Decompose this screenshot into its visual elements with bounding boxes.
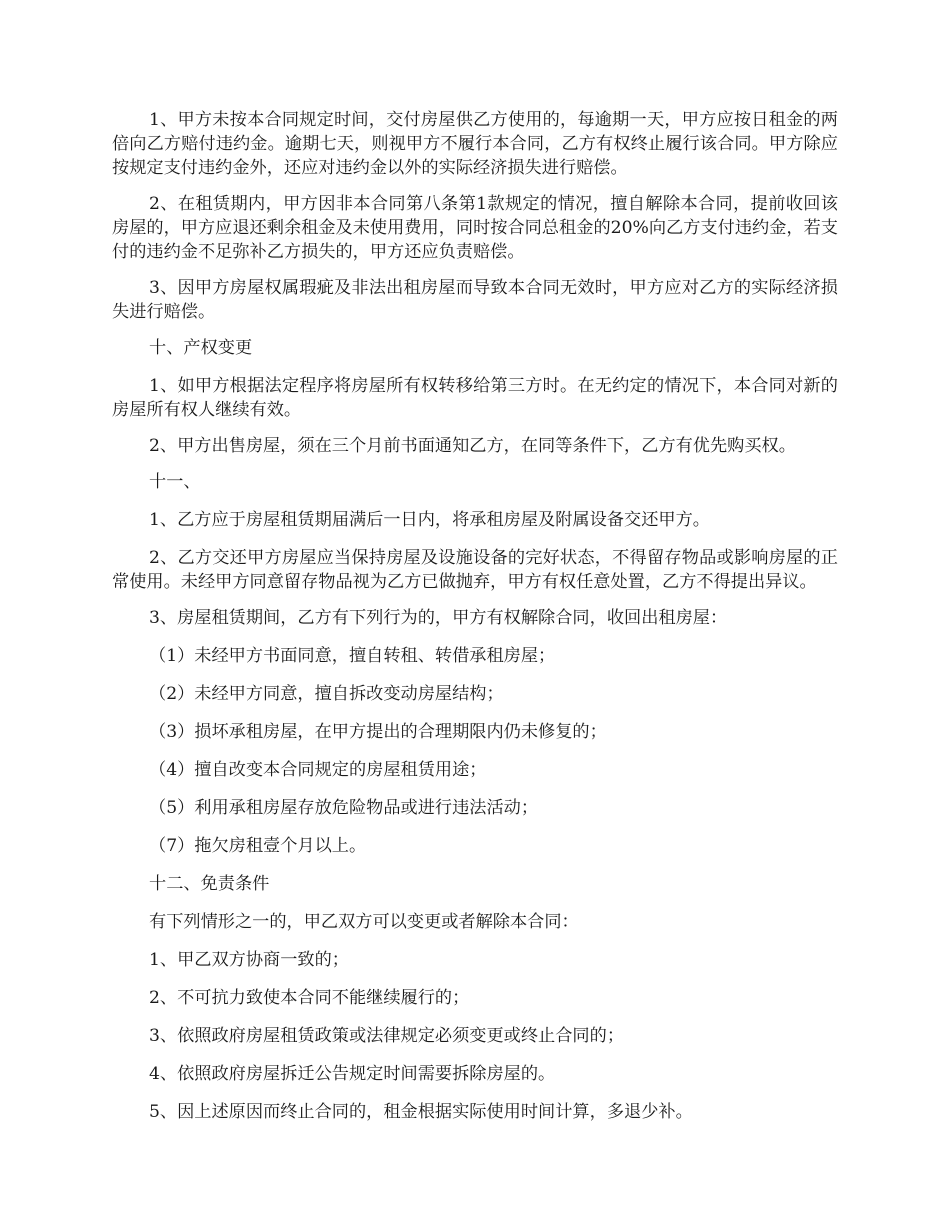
exemption-item-3: 3、依照政府房屋租赁政策或法律规定必须变更或终止合同的； bbox=[149, 1026, 625, 1046]
exemption-intro-paragraph: 有下列情形之一的，甲乙双方可以变更或者解除本合同： bbox=[149, 912, 579, 932]
list-item-3: （3）损坏承租房屋，在甲方提出的合理期限内仍未修复的； bbox=[149, 722, 607, 742]
section-eleven-item-3-paragraph: 3、房屋租赁期间，乙方有下列行为的，甲方有权解除合同，收回出租房屋： bbox=[149, 608, 728, 628]
property-change-item-2-paragraph: 2、甲方出售房屋，须在三个月前书面通知乙方，在同等条件下，乙方有优先购买权。 bbox=[149, 436, 796, 456]
section-eleven-item-2-paragraph: 2、乙方交还甲方房屋应当保持房屋及设施设备的完好状态，不得留存物品或影响房屋的正常使用。未经甲方同意留存物品视为乙方已做抛弃，甲方有权任意处置，乙方不得提出异议。 bbox=[112, 548, 838, 592]
clause-10-item-1-paragraph: 1、甲方未按本合同规定时间，交付房屋供乙方使用的，每逾期一天，甲方应按日租金的两倍向乙方赔付违约金。逾期七天，则视甲方不履行本合同，乙方有权终止履行该合同。甲方除应按规定支付违约金外，还应对违约金以外的实际经济损失进行赔偿。 bbox=[112, 110, 838, 178]
exemption-item-5: 5、因上述原因而终止合同的，租金根据实际使用时间计算，多退少补。 bbox=[149, 1102, 693, 1122]
section-heading-exemption: 十二、免责条件 bbox=[149, 874, 270, 894]
property-change-item-1-paragraph: 1、如甲方根据法定程序将房屋所有权转移给第三方时。在无约定的情况下，本合同对新的房屋所有权人继续有效。 bbox=[112, 376, 838, 420]
section-heading-eleven: 十一、 bbox=[149, 472, 201, 492]
list-item-7: （7）拖欠房租壹个月以上。 bbox=[149, 836, 367, 856]
section-eleven-item-1-paragraph: 1、乙方应于房屋租赁期届满后一日内，将承租房屋及附属设备交还甲方。 bbox=[149, 510, 710, 530]
clause-10-item-3-paragraph: 3、因甲方房屋权属瑕疵及非法出租房屋而导致本合同无效时，甲方应对乙方的实际经济损失进行赔偿。 bbox=[112, 278, 838, 322]
list-item-5: （5）利用承租房屋存放危险物品或进行违法活动； bbox=[149, 798, 539, 818]
list-item-4: （4）擅自改变本合同规定的房屋租赁用途； bbox=[149, 760, 487, 780]
list-item-1: （1）未经甲方书面同意，擅自转租、转借承租房屋； bbox=[149, 646, 556, 666]
exemption-item-1: 1、甲乙双方协商一致的； bbox=[149, 950, 349, 970]
exemption-item-4: 4、依照政府房屋拆迁公告规定时间需要拆除房屋的。 bbox=[149, 1064, 556, 1084]
exemption-item-2: 2、不可抗力致使本合同不能继续履行的； bbox=[149, 988, 470, 1008]
clause-10-item-2-paragraph: 2、在租赁期内，甲方因非本合同第八条第1款规定的情况，擅自解除本合同，提前收回该房屋的，甲方应退还剩余租金及未使用费用，同时按合同总租金的20%向乙方支付违约金，若支付的违约金不足弥补乙方损失的，甲方还应负责赔偿。 bbox=[112, 194, 838, 262]
list-item-2: （2）未经甲方同意，擅自拆改变动房屋结构； bbox=[149, 684, 504, 704]
section-heading-property-change: 十、产权变更 bbox=[149, 338, 253, 358]
